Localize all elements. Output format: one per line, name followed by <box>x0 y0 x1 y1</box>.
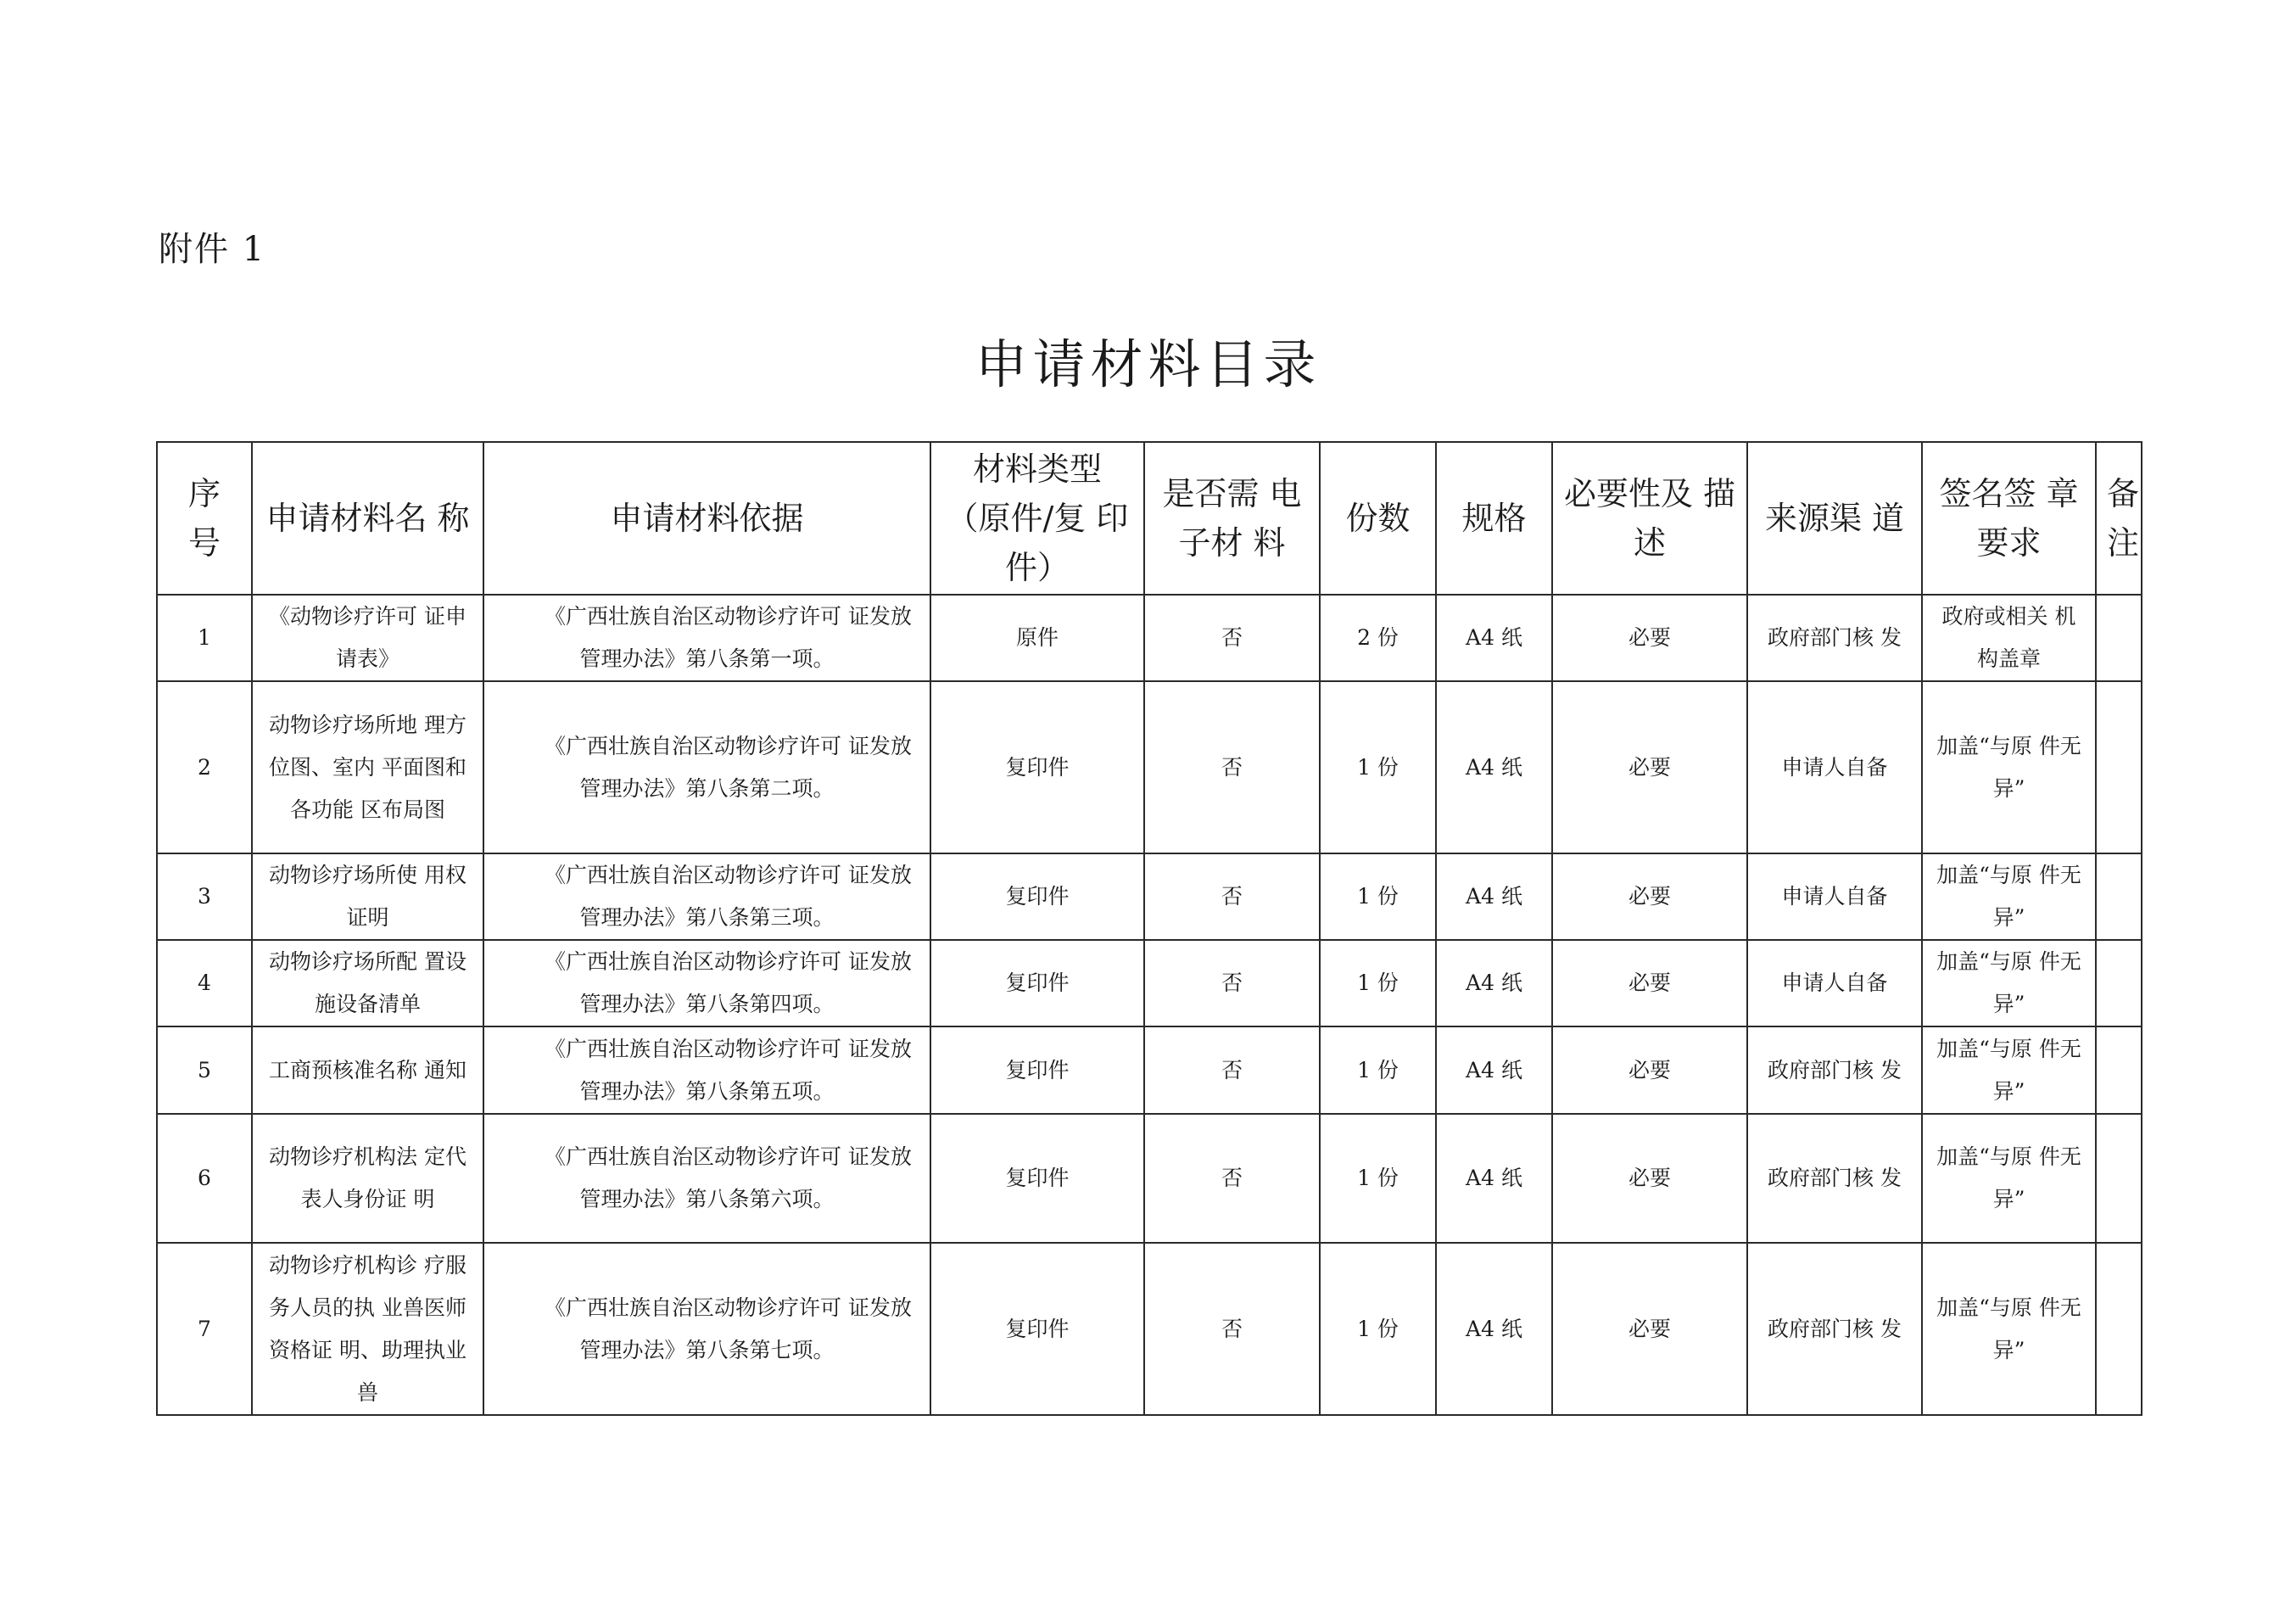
cell-material-name: 《动物诊疗许可 证申请表》 <box>252 595 483 681</box>
cell-source: 申请人自备 <box>1747 681 1922 853</box>
cell-electronic: 否 <box>1144 1114 1320 1243</box>
cell-spec: A4 纸 <box>1436 940 1552 1026</box>
cell-copies: 1 份 <box>1320 681 1436 853</box>
header-electronic: 是否需 电 子材 料 <box>1144 442 1320 595</box>
document-title: 申请材料目录 <box>975 333 1321 395</box>
cell-seq: 6 <box>157 1114 252 1243</box>
cell-seq: 4 <box>157 940 252 1026</box>
cell-electronic: 否 <box>1144 853 1320 940</box>
cell-source: 政府部门核 发 <box>1747 595 1922 681</box>
cell-copies: 1 份 <box>1320 1026 1436 1114</box>
cell-necessity: 必要 <box>1552 1026 1747 1114</box>
cell-source: 政府部门核 发 <box>1747 1243 1922 1415</box>
cell-copies: 2 份 <box>1320 595 1436 681</box>
cell-seq: 1 <box>157 595 252 681</box>
header-seq: 序 号 <box>157 442 252 595</box>
cell-spec: A4 纸 <box>1436 1026 1552 1114</box>
cell-material-name: 动物诊疗场所使 用权证明 <box>252 853 483 940</box>
table-row <box>157 595 2142 681</box>
cell-spec: A4 纸 <box>1436 1114 1552 1243</box>
header-necessity: 必要性及 描述 <box>1552 442 1747 595</box>
cell-remark <box>2096 681 2142 853</box>
table-row <box>157 1243 2142 1415</box>
cell-seq: 5 <box>157 1026 252 1114</box>
cell-seq: 7 <box>157 1243 252 1415</box>
cell-material-type: 复印件 <box>930 1243 1144 1415</box>
cell-seq: 2 <box>157 681 252 853</box>
cell-electronic: 否 <box>1144 681 1320 853</box>
table-row <box>157 853 2142 940</box>
cell-spec: A4 纸 <box>1436 681 1552 853</box>
cell-basis: 《广西壮族自治区动物诊疗许可 证发放管理办法》第八条第一项。 <box>483 595 930 681</box>
cell-signature: 加盖“与原 件无异” <box>1922 853 2096 940</box>
cell-material-type: 原件 <box>930 595 1144 681</box>
table-row <box>157 1026 2142 1114</box>
cell-copies: 1 份 <box>1320 1243 1436 1415</box>
cell-copies: 1 份 <box>1320 940 1436 1026</box>
header-material-type: 材料类型 （原件/复 印件） <box>930 442 1144 595</box>
cell-material-name: 动物诊疗场所地 理方位图、室内 平面图和各功能 区布局图 <box>252 681 483 853</box>
cell-basis: 《广西壮族自治区动物诊疗许可 证发放管理办法》第八条第七项。 <box>483 1243 930 1415</box>
cell-signature: 加盖“与原 件无异” <box>1922 1026 2096 1114</box>
cell-basis: 《广西壮族自治区动物诊疗许可 证发放管理办法》第八条第二项。 <box>483 681 930 853</box>
cell-remark <box>2096 1026 2142 1114</box>
header-signature: 签名签 章 要求 <box>1922 442 2096 595</box>
cell-material-type: 复印件 <box>930 1026 1144 1114</box>
cell-necessity: 必要 <box>1552 595 1747 681</box>
cell-electronic: 否 <box>1144 1026 1320 1114</box>
cell-electronic: 否 <box>1144 595 1320 681</box>
cell-remark <box>2096 1243 2142 1415</box>
cell-necessity: 必要 <box>1552 681 1747 853</box>
cell-material-type: 复印件 <box>930 681 1144 853</box>
attachment-label: 附件 1 <box>159 230 266 269</box>
cell-source: 政府部门核 发 <box>1747 1026 1922 1114</box>
cell-remark <box>2096 940 2142 1026</box>
cell-material-name: 动物诊疗场所配 置设施设备清单 <box>252 940 483 1026</box>
cell-signature: 政府或相关 机构盖章 <box>1922 595 2096 681</box>
cell-necessity: 必要 <box>1552 940 1747 1026</box>
cell-basis: 《广西壮族自治区动物诊疗许可 证发放管理办法》第八条第五项。 <box>483 1026 930 1114</box>
cell-necessity: 必要 <box>1552 853 1747 940</box>
cell-material-name: 动物诊疗机构法 定代表人身份证 明 <box>252 1114 483 1243</box>
cell-signature: 加盖“与原 件无异” <box>1922 1114 2096 1243</box>
header-source: 来源渠 道 <box>1747 442 1922 595</box>
cell-basis: 《广西壮族自治区动物诊疗许可 证发放管理办法》第八条第三项。 <box>483 853 930 940</box>
table-row <box>157 681 2142 853</box>
header-remark: 备 注 <box>2096 442 2142 595</box>
cell-remark <box>2096 595 2142 681</box>
materials-table <box>156 441 2142 1416</box>
cell-remark <box>2096 1114 2142 1243</box>
cell-spec: A4 纸 <box>1436 1243 1552 1415</box>
cell-signature: 加盖“与原 件无异” <box>1922 1243 2096 1415</box>
cell-remark <box>2096 853 2142 940</box>
cell-material-type: 复印件 <box>930 940 1144 1026</box>
cell-material-name: 工商预核准名称 通知 <box>252 1026 483 1114</box>
cell-basis: 《广西壮族自治区动物诊疗许可 证发放管理办法》第八条第四项。 <box>483 940 930 1026</box>
header-basis: 申请材料依据 <box>483 442 930 595</box>
cell-copies: 1 份 <box>1320 853 1436 940</box>
cell-seq: 3 <box>157 853 252 940</box>
header-spec: 规格 <box>1436 442 1552 595</box>
cell-signature: 加盖“与原 件无异” <box>1922 940 2096 1026</box>
cell-signature: 加盖“与原 件无异” <box>1922 681 2096 853</box>
cell-copies: 1 份 <box>1320 1114 1436 1243</box>
cell-necessity: 必要 <box>1552 1243 1747 1415</box>
header-material-name: 申请材料名 称 <box>252 442 483 595</box>
cell-spec: A4 纸 <box>1436 595 1552 681</box>
cell-source: 政府部门核 发 <box>1747 1114 1922 1243</box>
cell-source: 申请人自备 <box>1747 853 1922 940</box>
cell-electronic: 否 <box>1144 1243 1320 1415</box>
table-header-row <box>157 442 2142 595</box>
cell-material-type: 复印件 <box>930 1114 1144 1243</box>
cell-source: 申请人自备 <box>1747 940 1922 1026</box>
cell-necessity: 必要 <box>1552 1114 1747 1243</box>
cell-spec: A4 纸 <box>1436 853 1552 940</box>
table-row <box>157 940 2142 1026</box>
cell-material-type: 复印件 <box>930 853 1144 940</box>
table-row <box>157 1114 2142 1243</box>
cell-material-name: 动物诊疗机构诊 疗服务人员的执 业兽医师资格证 明、助理执业兽 <box>252 1243 483 1415</box>
cell-electronic: 否 <box>1144 940 1320 1026</box>
cell-basis: 《广西壮族自治区动物诊疗许可 证发放管理办法》第八条第六项。 <box>483 1114 930 1243</box>
header-copies: 份数 <box>1320 442 1436 595</box>
